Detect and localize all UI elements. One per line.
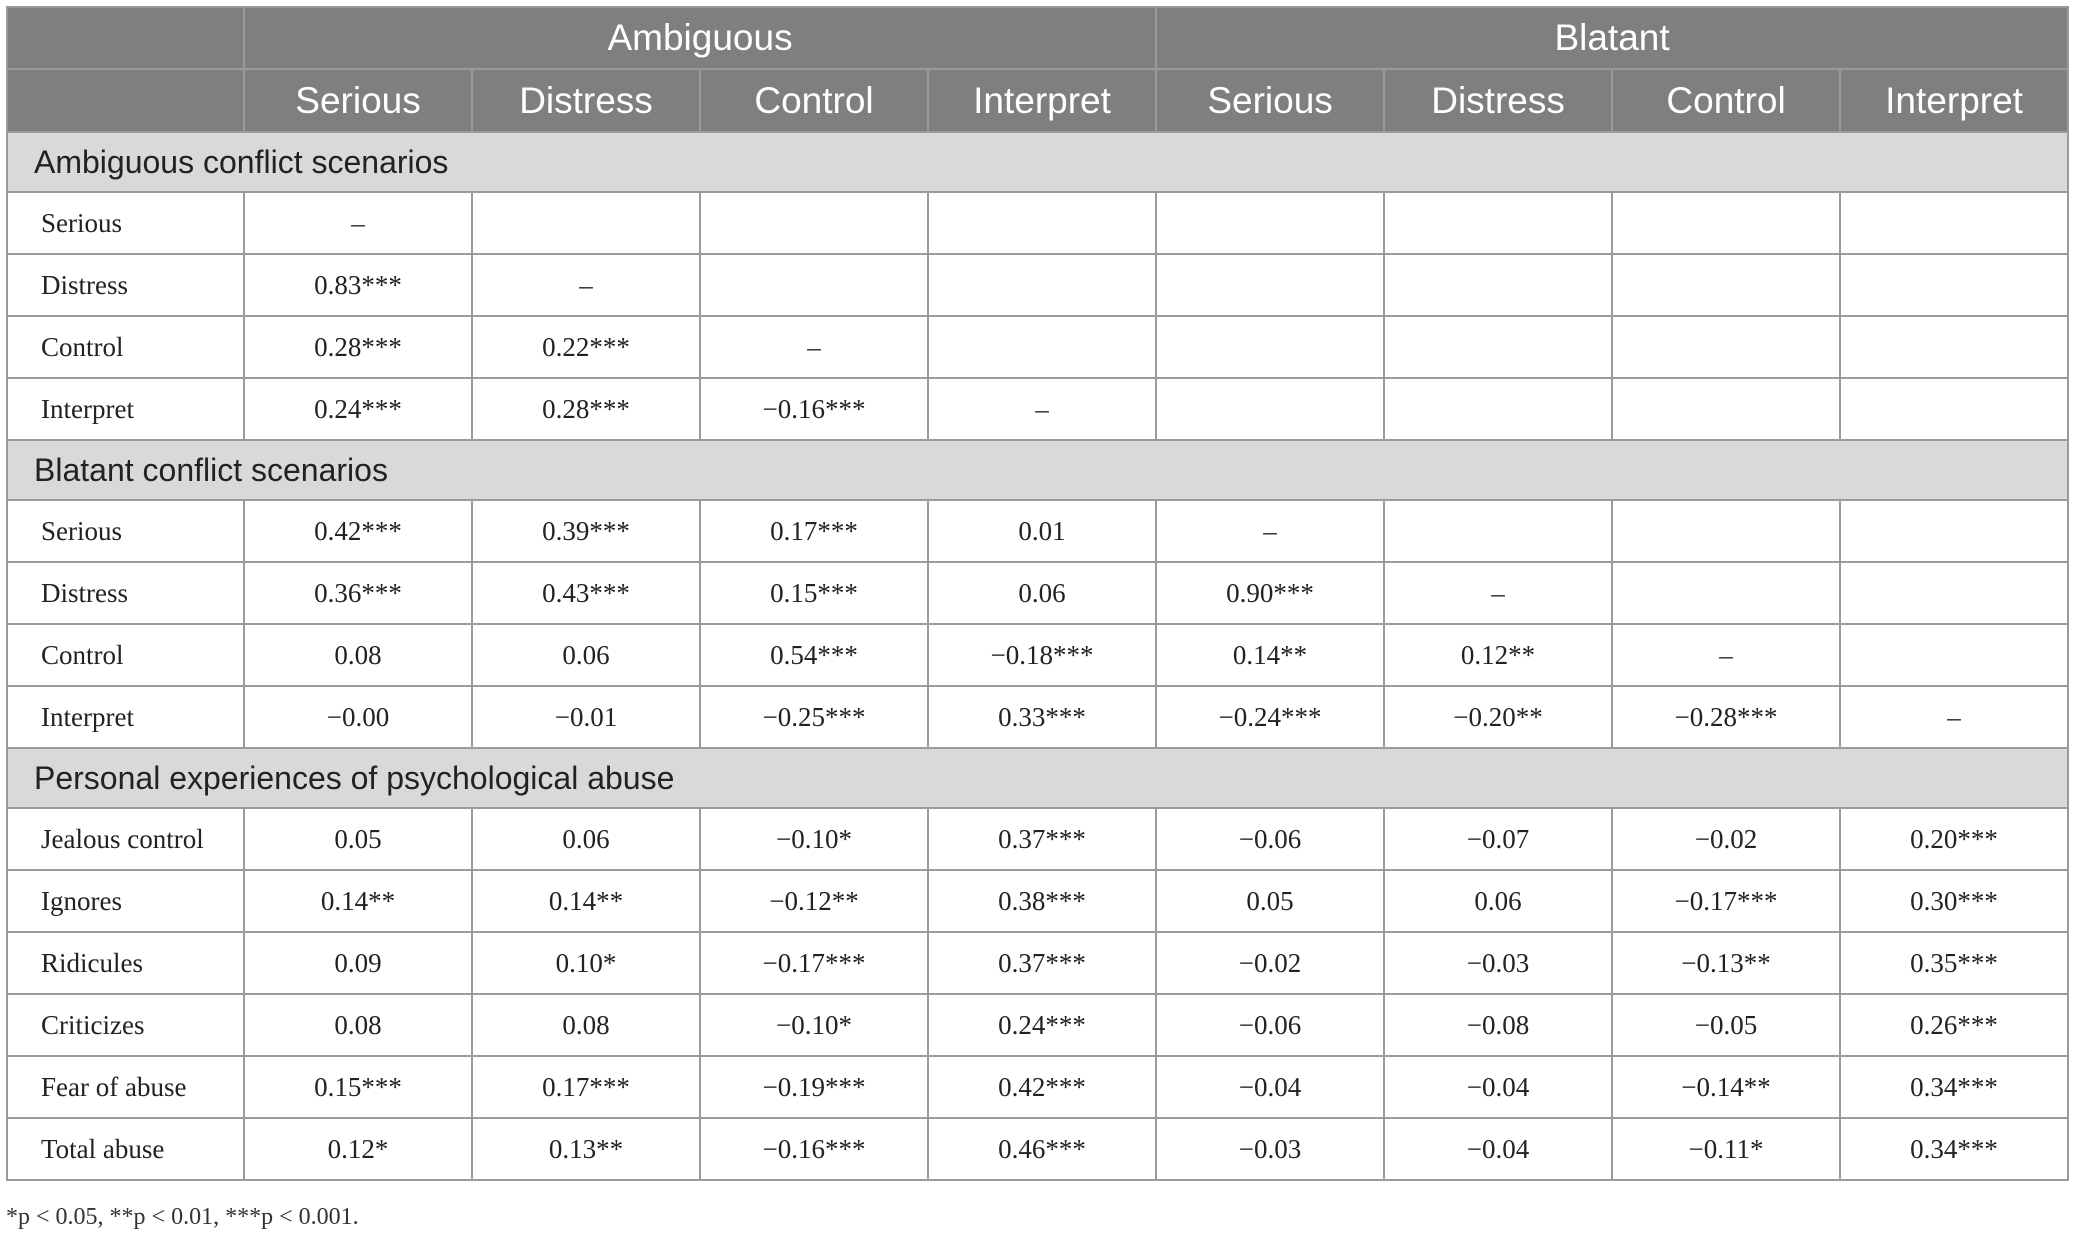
header-corner-cell <box>7 7 244 69</box>
correlation-cell <box>1384 500 1612 562</box>
row-label: Serious <box>7 192 244 254</box>
column-header: Interpret <box>928 69 1156 132</box>
correlation-cell: 0.90*** <box>1156 562 1384 624</box>
correlation-cell: −0.13** <box>1612 932 1840 994</box>
correlation-cell <box>700 192 928 254</box>
significance-footnote: *p < 0.05, **p < 0.01, ***p < 0.001. <box>6 1204 359 1230</box>
correlation-cell <box>1384 378 1612 440</box>
correlation-cell <box>1156 254 1384 316</box>
correlation-cell <box>1840 500 2068 562</box>
correlation-cell <box>928 192 1156 254</box>
correlation-cell: 0.46*** <box>928 1118 1156 1180</box>
correlation-cell: 0.14** <box>472 870 700 932</box>
correlation-cell: – <box>1156 500 1384 562</box>
column-header: Control <box>700 69 928 132</box>
correlation-cell: −0.16*** <box>700 378 928 440</box>
header-group-row <box>7 7 2068 69</box>
table-row <box>7 192 2068 254</box>
correlation-cell: 0.42*** <box>928 1056 1156 1118</box>
correlation-cell <box>928 316 1156 378</box>
row-label: Interpret <box>7 378 244 440</box>
correlation-cell <box>1156 316 1384 378</box>
correlation-cell: −0.14** <box>1612 1056 1840 1118</box>
correlation-cell: −0.04 <box>1384 1056 1612 1118</box>
correlation-cell: 0.15*** <box>700 562 928 624</box>
correlation-cell: 0.08 <box>472 994 700 1056</box>
column-header: Serious <box>244 69 472 132</box>
table-row <box>7 1056 2068 1118</box>
correlation-cell: −0.11* <box>1612 1118 1840 1180</box>
correlation-cell: −0.01 <box>472 686 700 748</box>
column-header: Serious <box>1156 69 1384 132</box>
row-label: Jealous control <box>7 808 244 870</box>
correlation-cell: −0.16*** <box>700 1118 928 1180</box>
correlation-cell <box>1840 562 2068 624</box>
row-label: Interpret <box>7 686 244 748</box>
correlation-cell <box>472 192 700 254</box>
correlation-table <box>6 6 2069 1181</box>
table-row <box>7 808 2068 870</box>
correlation-cell: 0.34*** <box>1840 1118 2068 1180</box>
correlation-cell: 0.37*** <box>928 932 1156 994</box>
correlation-cell: 0.17*** <box>700 500 928 562</box>
correlation-cell: – <box>700 316 928 378</box>
correlation-cell <box>1156 378 1384 440</box>
correlation-cell: 0.12** <box>1384 624 1612 686</box>
table-row <box>7 500 2068 562</box>
correlation-cell <box>928 254 1156 316</box>
correlation-cell: 0.08 <box>244 994 472 1056</box>
correlation-cell: – <box>928 378 1156 440</box>
correlation-cell: 0.05 <box>244 808 472 870</box>
correlation-cell: −0.02 <box>1612 808 1840 870</box>
correlation-cell: −0.12** <box>700 870 928 932</box>
correlation-cell: −0.10* <box>700 808 928 870</box>
correlation-cell: 0.24*** <box>928 994 1156 1056</box>
column-header: Interpret <box>1840 69 2068 132</box>
table-body <box>7 132 2068 1180</box>
correlation-cell <box>1840 316 2068 378</box>
correlation-cell: 0.12* <box>244 1118 472 1180</box>
correlation-cell: 0.10* <box>472 932 700 994</box>
correlation-cell <box>1384 254 1612 316</box>
correlation-cell <box>1612 254 1840 316</box>
correlation-cell: −0.02 <box>1156 932 1384 994</box>
table-row <box>7 562 2068 624</box>
correlation-cell: 0.17*** <box>472 1056 700 1118</box>
row-label: Fear of abuse <box>7 1056 244 1118</box>
group-header-ambiguous: Ambiguous <box>244 7 1156 69</box>
correlation-cell: – <box>1840 686 2068 748</box>
table-row <box>7 686 2068 748</box>
correlation-cell: 0.35*** <box>1840 932 2068 994</box>
group-header-blatant: Blatant <box>1156 7 2068 69</box>
correlation-cell: 0.14** <box>1156 624 1384 686</box>
section-header-row <box>7 440 2068 500</box>
correlation-cell: – <box>1384 562 1612 624</box>
column-header: Distress <box>472 69 700 132</box>
correlation-cell: – <box>244 192 472 254</box>
header-corner-cell <box>7 69 244 132</box>
row-label: Distress <box>7 254 244 316</box>
table-row <box>7 932 2068 994</box>
correlation-cell <box>1840 378 2068 440</box>
correlation-cell: – <box>1612 624 1840 686</box>
correlation-cell: −0.18*** <box>928 624 1156 686</box>
correlation-cell: −0.24*** <box>1156 686 1384 748</box>
table-row <box>7 1118 2068 1180</box>
section-title: Ambiguous conflict scenarios <box>7 132 2068 192</box>
row-label: Serious <box>7 500 244 562</box>
correlation-cell: 0.24*** <box>244 378 472 440</box>
table-row <box>7 378 2068 440</box>
row-label: Ridicules <box>7 932 244 994</box>
correlation-cell: −0.19*** <box>700 1056 928 1118</box>
correlation-cell: 0.39*** <box>472 500 700 562</box>
correlation-cell: 0.06 <box>472 808 700 870</box>
correlation-cell: 0.06 <box>928 562 1156 624</box>
correlation-cell: 0.08 <box>244 624 472 686</box>
correlation-cell: 0.06 <box>1384 870 1612 932</box>
correlation-cell: – <box>472 254 700 316</box>
correlation-table-container <box>6 6 2068 1181</box>
table-row <box>7 994 2068 1056</box>
row-label: Control <box>7 316 244 378</box>
correlation-cell: 0.28*** <box>244 316 472 378</box>
correlation-cell <box>1612 316 1840 378</box>
header-column-row <box>7 69 2068 132</box>
correlation-cell: 0.34*** <box>1840 1056 2068 1118</box>
correlation-cell <box>1840 192 2068 254</box>
correlation-cell <box>1384 192 1612 254</box>
correlation-cell: −0.25*** <box>700 686 928 748</box>
correlation-cell: −0.28*** <box>1612 686 1840 748</box>
correlation-cell: −0.03 <box>1384 932 1612 994</box>
table-row <box>7 870 2068 932</box>
correlation-cell: 0.33*** <box>928 686 1156 748</box>
section-title: Blatant conflict scenarios <box>7 440 2068 500</box>
correlation-cell: −0.17*** <box>1612 870 1840 932</box>
row-label: Ignores <box>7 870 244 932</box>
correlation-cell: −0.05 <box>1612 994 1840 1056</box>
correlation-cell: 0.43*** <box>472 562 700 624</box>
correlation-cell: 0.14** <box>244 870 472 932</box>
correlation-cell: −0.04 <box>1156 1056 1384 1118</box>
column-header: Distress <box>1384 69 1612 132</box>
correlation-cell <box>1612 378 1840 440</box>
correlation-cell: 0.28*** <box>472 378 700 440</box>
correlation-cell: −0.04 <box>1384 1118 1612 1180</box>
correlation-cell: −0.06 <box>1156 808 1384 870</box>
correlation-cell: −0.07 <box>1384 808 1612 870</box>
row-label: Distress <box>7 562 244 624</box>
correlation-cell: 0.06 <box>472 624 700 686</box>
correlation-cell: 0.20*** <box>1840 808 2068 870</box>
correlation-cell: 0.22*** <box>472 316 700 378</box>
correlation-cell: 0.01 <box>928 500 1156 562</box>
row-label: Control <box>7 624 244 686</box>
column-header: Control <box>1612 69 1840 132</box>
correlation-cell: −0.10* <box>700 994 928 1056</box>
correlation-cell <box>1384 316 1612 378</box>
correlation-cell: 0.26*** <box>1840 994 2068 1056</box>
correlation-cell: 0.09 <box>244 932 472 994</box>
correlation-cell: −0.20** <box>1384 686 1612 748</box>
correlation-cell: −0.00 <box>244 686 472 748</box>
correlation-cell <box>1612 500 1840 562</box>
correlation-cell: 0.13** <box>472 1118 700 1180</box>
correlation-cell: 0.37*** <box>928 808 1156 870</box>
row-label: Total abuse <box>7 1118 244 1180</box>
correlation-cell: 0.05 <box>1156 870 1384 932</box>
correlation-cell <box>1840 254 2068 316</box>
correlation-cell: −0.06 <box>1156 994 1384 1056</box>
correlation-cell <box>1156 192 1384 254</box>
correlation-cell: 0.30*** <box>1840 870 2068 932</box>
correlation-cell: −0.08 <box>1384 994 1612 1056</box>
correlation-cell: 0.38*** <box>928 870 1156 932</box>
table-row <box>7 254 2068 316</box>
section-title: Personal experiences of psychological abuse <box>7 748 2068 808</box>
table-row <box>7 624 2068 686</box>
correlation-cell <box>700 254 928 316</box>
correlation-cell: 0.83*** <box>244 254 472 316</box>
correlation-cell: −0.03 <box>1156 1118 1384 1180</box>
row-label: Criticizes <box>7 994 244 1056</box>
correlation-cell <box>1840 624 2068 686</box>
correlation-cell: 0.54*** <box>700 624 928 686</box>
section-header-row <box>7 748 2068 808</box>
correlation-cell: 0.15*** <box>244 1056 472 1118</box>
correlation-cell: 0.36*** <box>244 562 472 624</box>
correlation-cell <box>1612 192 1840 254</box>
table-row <box>7 316 2068 378</box>
correlation-cell <box>1612 562 1840 624</box>
correlation-cell: 0.42*** <box>244 500 472 562</box>
section-header-row <box>7 132 2068 192</box>
correlation-cell: −0.17*** <box>700 932 928 994</box>
